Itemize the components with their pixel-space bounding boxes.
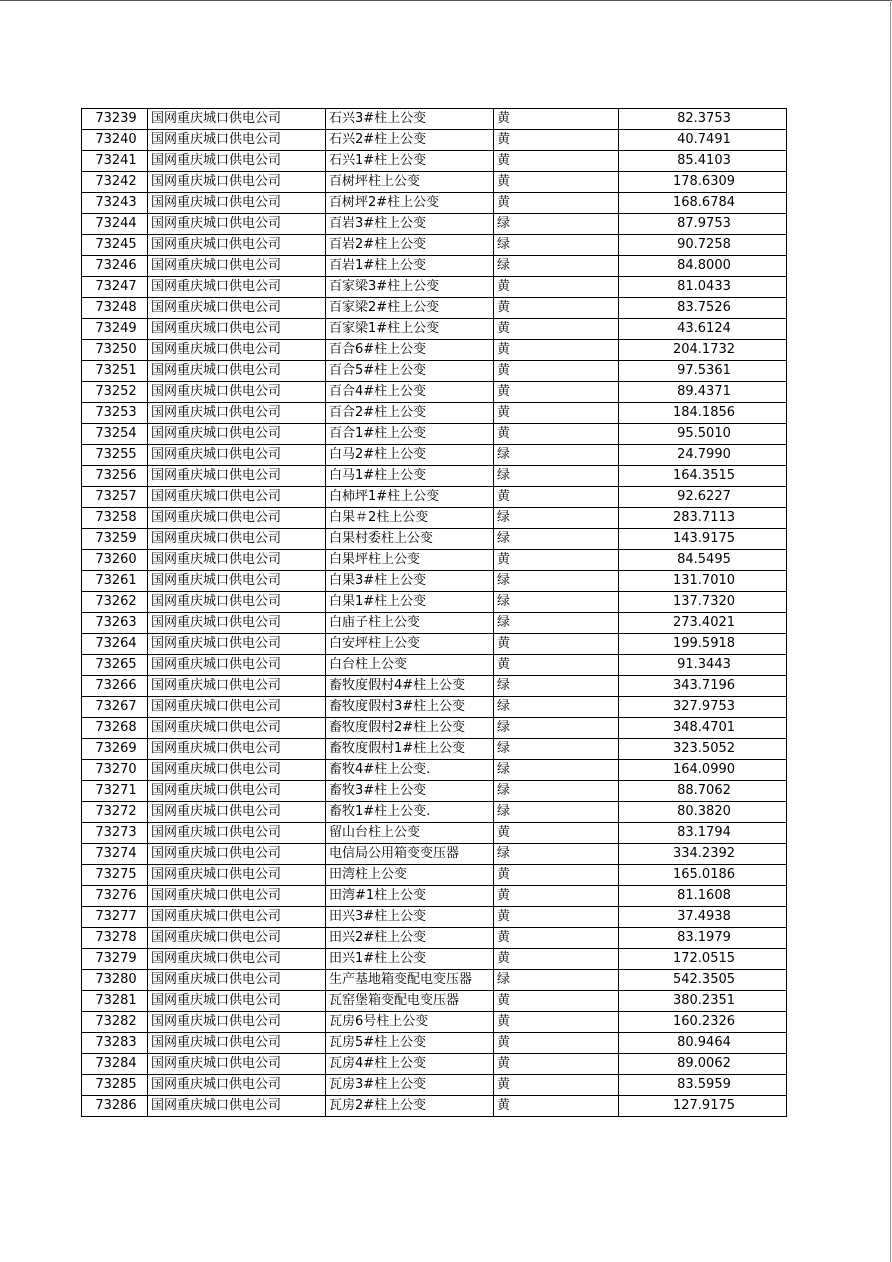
company-cell: 国网重庆城口供电公司	[148, 193, 326, 214]
transformer-name-cell: 畜牧3#柱上公变	[326, 781, 494, 802]
status-color-cell: 绿	[494, 970, 619, 991]
table-row	[82, 655, 787, 676]
transformer-name-cell: 电信局公用箱变变压器	[326, 844, 494, 865]
value-cell: 95.5010	[619, 424, 787, 445]
value-cell: 87.9753	[619, 214, 787, 235]
table-row	[82, 319, 787, 340]
company-cell: 国网重庆城口供电公司	[148, 361, 326, 382]
status-color-cell: 绿	[494, 781, 619, 802]
transformer-name-cell: 田湾柱上公变	[326, 865, 494, 886]
table-row	[82, 487, 787, 508]
company-cell: 国网重庆城口供电公司	[148, 550, 326, 571]
status-color-cell: 绿	[494, 235, 619, 256]
status-color-cell: 黄	[494, 109, 619, 130]
status-color-cell: 绿	[494, 760, 619, 781]
table-row	[82, 403, 787, 424]
transformer-name-cell: 田兴1#柱上公变	[326, 949, 494, 970]
status-color-cell: 绿	[494, 466, 619, 487]
value-cell: 204.1732	[619, 340, 787, 361]
table-row	[82, 214, 787, 235]
table-row	[82, 760, 787, 781]
company-cell: 国网重庆城口供电公司	[148, 172, 326, 193]
transformer-name-cell: 生产基地箱变配电变压器	[326, 970, 494, 991]
table-row	[82, 550, 787, 571]
status-color-cell: 黄	[494, 319, 619, 340]
status-color-cell: 黄	[494, 949, 619, 970]
value-cell: 343.7196	[619, 676, 787, 697]
company-cell: 国网重庆城口供电公司	[148, 151, 326, 172]
table-row	[82, 424, 787, 445]
status-color-cell: 黄	[494, 361, 619, 382]
status-color-cell: 绿	[494, 802, 619, 823]
row-id-cell: 73275	[82, 865, 148, 886]
transformer-name-cell: 白果1#柱上公变	[326, 592, 494, 613]
table-row	[82, 676, 787, 697]
table-row	[82, 508, 787, 529]
row-id-cell: 73248	[82, 298, 148, 319]
table-row	[82, 361, 787, 382]
value-cell: 85.4103	[619, 151, 787, 172]
table-row	[82, 151, 787, 172]
company-cell: 国网重庆城口供电公司	[148, 1033, 326, 1054]
company-cell: 国网重庆城口供电公司	[148, 508, 326, 529]
company-cell: 国网重庆城口供电公司	[148, 277, 326, 298]
status-color-cell: 绿	[494, 508, 619, 529]
company-cell: 国网重庆城口供电公司	[148, 1012, 326, 1033]
transformer-name-cell: 百合4#柱上公变	[326, 382, 494, 403]
transformer-name-cell: 百合5#柱上公变	[326, 361, 494, 382]
company-cell: 国网重庆城口供电公司	[148, 949, 326, 970]
status-color-cell: 黄	[494, 634, 619, 655]
status-color-cell: 绿	[494, 445, 619, 466]
status-color-cell: 黄	[494, 1075, 619, 1096]
row-id-cell: 73272	[82, 802, 148, 823]
company-cell: 国网重庆城口供电公司	[148, 340, 326, 361]
status-color-cell: 黄	[494, 928, 619, 949]
company-cell: 国网重庆城口供电公司	[148, 1054, 326, 1075]
status-color-cell: 黄	[494, 907, 619, 928]
table-row	[82, 718, 787, 739]
transformer-name-cell: 畜牧度假村4#柱上公变	[326, 676, 494, 697]
row-id-cell: 73274	[82, 844, 148, 865]
table-row	[82, 613, 787, 634]
company-cell: 国网重庆城口供电公司	[148, 571, 326, 592]
table-row	[82, 340, 787, 361]
value-cell: 81.1608	[619, 886, 787, 907]
transformer-name-cell: 瓦房3#柱上公变	[326, 1075, 494, 1096]
transformer-name-cell: 百岩3#柱上公变	[326, 214, 494, 235]
row-id-cell: 73268	[82, 718, 148, 739]
row-id-cell: 73273	[82, 823, 148, 844]
status-color-cell: 黄	[494, 403, 619, 424]
table-body	[82, 109, 787, 1117]
row-id-cell: 73286	[82, 1096, 148, 1117]
status-color-cell: 黄	[494, 991, 619, 1012]
row-id-cell: 73258	[82, 508, 148, 529]
row-id-cell: 73255	[82, 445, 148, 466]
table-row	[82, 1012, 787, 1033]
status-color-cell: 黄	[494, 424, 619, 445]
status-color-cell: 黄	[494, 298, 619, 319]
value-cell: 90.7258	[619, 235, 787, 256]
transformer-name-cell: 石兴1#柱上公变	[326, 151, 494, 172]
status-color-cell: 黄	[494, 655, 619, 676]
table-row	[82, 907, 787, 928]
value-cell: 24.7990	[619, 445, 787, 466]
status-color-cell: 黄	[494, 823, 619, 844]
row-id-cell: 73265	[82, 655, 148, 676]
row-id-cell: 73242	[82, 172, 148, 193]
row-id-cell: 73245	[82, 235, 148, 256]
value-cell: 83.1979	[619, 928, 787, 949]
row-id-cell: 73249	[82, 319, 148, 340]
value-cell: 168.6784	[619, 193, 787, 214]
table-row	[82, 1075, 787, 1096]
transformer-name-cell: 白果＃2柱上公变	[326, 508, 494, 529]
transformer-name-cell: 瓦房6号柱上公变	[326, 1012, 494, 1033]
transformer-name-cell: 畜牧度假村2#柱上公变	[326, 718, 494, 739]
table-row	[82, 949, 787, 970]
value-cell: 43.6124	[619, 319, 787, 340]
row-id-cell: 73270	[82, 760, 148, 781]
value-cell: 348.4701	[619, 718, 787, 739]
table-row	[82, 193, 787, 214]
transformer-name-cell: 瓦房5#柱上公变	[326, 1033, 494, 1054]
value-cell: 327.9753	[619, 697, 787, 718]
transformer-name-cell: 白果村委柱上公变	[326, 529, 494, 550]
value-cell: 199.5918	[619, 634, 787, 655]
company-cell: 国网重庆城口供电公司	[148, 466, 326, 487]
table-row	[82, 991, 787, 1012]
transformer-name-cell: 百合2#柱上公变	[326, 403, 494, 424]
table-row	[82, 172, 787, 193]
transformer-name-cell: 白果3#柱上公变	[326, 571, 494, 592]
row-id-cell: 73263	[82, 613, 148, 634]
transformer-name-cell: 白柿坪1#柱上公变	[326, 487, 494, 508]
company-cell: 国网重庆城口供电公司	[148, 928, 326, 949]
status-color-cell: 绿	[494, 571, 619, 592]
value-cell: 542.3505	[619, 970, 787, 991]
transformer-name-cell: 白台柱上公变	[326, 655, 494, 676]
row-id-cell: 73246	[82, 256, 148, 277]
value-cell: 89.0062	[619, 1054, 787, 1075]
row-id-cell: 73247	[82, 277, 148, 298]
status-color-cell: 黄	[494, 277, 619, 298]
company-cell: 国网重庆城口供电公司	[148, 655, 326, 676]
table-row	[82, 697, 787, 718]
company-cell: 国网重庆城口供电公司	[148, 844, 326, 865]
value-cell: 91.3443	[619, 655, 787, 676]
value-cell: 184.1856	[619, 403, 787, 424]
value-cell: 323.5052	[619, 739, 787, 760]
status-color-cell: 绿	[494, 844, 619, 865]
transformer-name-cell: 田兴2#柱上公变	[326, 928, 494, 949]
status-color-cell: 黄	[494, 865, 619, 886]
status-color-cell: 绿	[494, 613, 619, 634]
row-id-cell: 73254	[82, 424, 148, 445]
status-color-cell: 黄	[494, 1096, 619, 1117]
value-cell: 80.3820	[619, 802, 787, 823]
status-color-cell: 绿	[494, 529, 619, 550]
row-id-cell: 73262	[82, 592, 148, 613]
status-color-cell: 绿	[494, 739, 619, 760]
value-cell: 131.7010	[619, 571, 787, 592]
status-color-cell: 绿	[494, 592, 619, 613]
value-cell: 273.4021	[619, 613, 787, 634]
value-cell: 143.9175	[619, 529, 787, 550]
status-color-cell: 黄	[494, 151, 619, 172]
company-cell: 国网重庆城口供电公司	[148, 130, 326, 151]
row-id-cell: 73285	[82, 1075, 148, 1096]
row-id-cell: 73279	[82, 949, 148, 970]
value-cell: 127.9175	[619, 1096, 787, 1117]
table-row	[82, 970, 787, 991]
transformer-name-cell: 田湾#1柱上公变	[326, 886, 494, 907]
transformer-name-cell: 百岩2#柱上公变	[326, 235, 494, 256]
transformer-name-cell: 百家梁3#柱上公变	[326, 277, 494, 298]
table-row	[82, 130, 787, 151]
table-row	[82, 739, 787, 760]
value-cell: 164.0990	[619, 760, 787, 781]
table-row	[82, 844, 787, 865]
row-id-cell: 73259	[82, 529, 148, 550]
value-cell: 88.7062	[619, 781, 787, 802]
status-color-cell: 绿	[494, 256, 619, 277]
row-id-cell: 73271	[82, 781, 148, 802]
transformer-name-cell: 畜牧度假村1#柱上公变	[326, 739, 494, 760]
table-row	[82, 928, 787, 949]
transformer-name-cell: 瓦房4#柱上公变	[326, 1054, 494, 1075]
value-cell: 83.7526	[619, 298, 787, 319]
transformer-name-cell: 百树坪柱上公变	[326, 172, 494, 193]
status-color-cell: 黄	[494, 1033, 619, 1054]
transformer-name-cell: 畜牧度假村3#柱上公变	[326, 697, 494, 718]
company-cell: 国网重庆城口供电公司	[148, 592, 326, 613]
company-cell: 国网重庆城口供电公司	[148, 865, 326, 886]
status-color-cell: 黄	[494, 172, 619, 193]
value-cell: 83.1794	[619, 823, 787, 844]
transformer-name-cell: 白庙子柱上公变	[326, 613, 494, 634]
row-id-cell: 73282	[82, 1012, 148, 1033]
company-cell: 国网重庆城口供电公司	[148, 403, 326, 424]
row-id-cell: 73281	[82, 991, 148, 1012]
table-row	[82, 382, 787, 403]
company-cell: 国网重庆城口供电公司	[148, 739, 326, 760]
status-color-cell: 黄	[494, 487, 619, 508]
value-cell: 164.3515	[619, 466, 787, 487]
transformer-name-cell: 瓦房2#柱上公变	[326, 1096, 494, 1117]
page-top-rule	[0, 0, 892, 1]
table-row	[82, 1054, 787, 1075]
status-color-cell: 绿	[494, 676, 619, 697]
row-id-cell: 73240	[82, 130, 148, 151]
company-cell: 国网重庆城口供电公司	[148, 529, 326, 550]
value-cell: 97.5361	[619, 361, 787, 382]
company-cell: 国网重庆城口供电公司	[148, 256, 326, 277]
row-id-cell: 73252	[82, 382, 148, 403]
transformer-name-cell: 白果坪柱上公变	[326, 550, 494, 571]
row-id-cell: 73277	[82, 907, 148, 928]
company-cell: 国网重庆城口供电公司	[148, 991, 326, 1012]
value-cell: 84.5495	[619, 550, 787, 571]
table-row	[82, 277, 787, 298]
row-id-cell: 73260	[82, 550, 148, 571]
status-color-cell: 黄	[494, 382, 619, 403]
status-color-cell: 黄	[494, 193, 619, 214]
company-cell: 国网重庆城口供电公司	[148, 382, 326, 403]
table-row	[82, 634, 787, 655]
value-cell: 283.7113	[619, 508, 787, 529]
row-id-cell: 73269	[82, 739, 148, 760]
table-row	[82, 256, 787, 277]
transformer-name-cell: 畜牧1#柱上公变.	[326, 802, 494, 823]
row-id-cell: 73280	[82, 970, 148, 991]
value-cell: 83.5959	[619, 1075, 787, 1096]
status-color-cell: 绿	[494, 697, 619, 718]
transformer-name-cell: 百合6#柱上公变	[326, 340, 494, 361]
page-right-rule	[890, 0, 891, 1262]
table-row	[82, 466, 787, 487]
transformer-name-cell: 百家梁1#柱上公变	[326, 319, 494, 340]
table-row	[82, 781, 787, 802]
value-cell: 89.4371	[619, 382, 787, 403]
company-cell: 国网重庆城口供电公司	[148, 697, 326, 718]
value-cell: 137.7320	[619, 592, 787, 613]
data-table	[81, 108, 787, 1117]
row-id-cell: 73250	[82, 340, 148, 361]
row-id-cell: 73261	[82, 571, 148, 592]
value-cell: 165.0186	[619, 865, 787, 886]
table-row	[82, 865, 787, 886]
company-cell: 国网重庆城口供电公司	[148, 214, 326, 235]
value-cell: 178.6309	[619, 172, 787, 193]
status-color-cell: 黄	[494, 886, 619, 907]
value-cell: 81.0433	[619, 277, 787, 298]
value-cell: 82.3753	[619, 109, 787, 130]
row-id-cell: 73264	[82, 634, 148, 655]
status-color-cell: 黄	[494, 340, 619, 361]
transformer-name-cell: 石兴2#柱上公变	[326, 130, 494, 151]
transformer-name-cell: 百树坪2#柱上公变	[326, 193, 494, 214]
table-row	[82, 235, 787, 256]
value-cell: 334.2392	[619, 844, 787, 865]
status-color-cell: 黄	[494, 550, 619, 571]
row-id-cell: 73267	[82, 697, 148, 718]
company-cell: 国网重庆城口供电公司	[148, 907, 326, 928]
value-cell: 37.4938	[619, 907, 787, 928]
row-id-cell: 73241	[82, 151, 148, 172]
value-cell: 92.6227	[619, 487, 787, 508]
company-cell: 国网重庆城口供电公司	[148, 1096, 326, 1117]
company-cell: 国网重庆城口供电公司	[148, 886, 326, 907]
transformer-name-cell: 瓦窑堡箱变配电变压器	[326, 991, 494, 1012]
company-cell: 国网重庆城口供电公司	[148, 970, 326, 991]
row-id-cell: 73243	[82, 193, 148, 214]
row-id-cell: 73283	[82, 1033, 148, 1054]
status-color-cell: 黄	[494, 1012, 619, 1033]
table-row	[82, 592, 787, 613]
table-row	[82, 1096, 787, 1117]
row-id-cell: 73251	[82, 361, 148, 382]
row-id-cell: 73239	[82, 109, 148, 130]
value-cell: 40.7491	[619, 130, 787, 151]
transformer-name-cell: 百家梁2#柱上公变	[326, 298, 494, 319]
transformer-name-cell: 白马2#柱上公变	[326, 445, 494, 466]
transformer-name-cell: 田兴3#柱上公变	[326, 907, 494, 928]
company-cell: 国网重庆城口供电公司	[148, 676, 326, 697]
row-id-cell: 73284	[82, 1054, 148, 1075]
transformer-name-cell: 百岩1#柱上公变	[326, 256, 494, 277]
transformer-name-cell: 畜牧4#柱上公变.	[326, 760, 494, 781]
row-id-cell: 73253	[82, 403, 148, 424]
company-cell: 国网重庆城口供电公司	[148, 781, 326, 802]
company-cell: 国网重庆城口供电公司	[148, 298, 326, 319]
row-id-cell: 73276	[82, 886, 148, 907]
transformer-name-cell: 百合1#柱上公变	[326, 424, 494, 445]
table-row	[82, 298, 787, 319]
status-color-cell: 绿	[494, 214, 619, 235]
transformer-name-cell: 白马1#柱上公变	[326, 466, 494, 487]
table-row	[82, 571, 787, 592]
transformer-name-cell: 石兴3#柱上公变	[326, 109, 494, 130]
row-id-cell: 73257	[82, 487, 148, 508]
company-cell: 国网重庆城口供电公司	[148, 424, 326, 445]
status-color-cell: 黄	[494, 1054, 619, 1075]
value-cell: 80.9464	[619, 1033, 787, 1054]
status-color-cell: 绿	[494, 718, 619, 739]
company-cell: 国网重庆城口供电公司	[148, 634, 326, 655]
company-cell: 国网重庆城口供电公司	[148, 802, 326, 823]
status-color-cell: 黄	[494, 130, 619, 151]
company-cell: 国网重庆城口供电公司	[148, 319, 326, 340]
company-cell: 国网重庆城口供电公司	[148, 445, 326, 466]
transformer-name-cell: 留山台柱上公变	[326, 823, 494, 844]
value-cell: 160.2326	[619, 1012, 787, 1033]
value-cell: 380.2351	[619, 991, 787, 1012]
company-cell: 国网重庆城口供电公司	[148, 109, 326, 130]
row-id-cell: 73244	[82, 214, 148, 235]
row-id-cell: 73278	[82, 928, 148, 949]
company-cell: 国网重庆城口供电公司	[148, 1075, 326, 1096]
table-row	[82, 886, 787, 907]
company-cell: 国网重庆城口供电公司	[148, 823, 326, 844]
company-cell: 国网重庆城口供电公司	[148, 760, 326, 781]
company-cell: 国网重庆城口供电公司	[148, 718, 326, 739]
transformer-name-cell: 白安坪柱上公变	[326, 634, 494, 655]
company-cell: 国网重庆城口供电公司	[148, 235, 326, 256]
table-row	[82, 109, 787, 130]
company-cell: 国网重庆城口供电公司	[148, 487, 326, 508]
row-id-cell: 73256	[82, 466, 148, 487]
table-row	[82, 802, 787, 823]
table-row	[82, 1033, 787, 1054]
table-row	[82, 823, 787, 844]
table-row	[82, 529, 787, 550]
table-row	[82, 445, 787, 466]
row-id-cell: 73266	[82, 676, 148, 697]
value-cell: 172.0515	[619, 949, 787, 970]
company-cell: 国网重庆城口供电公司	[148, 613, 326, 634]
value-cell: 84.8000	[619, 256, 787, 277]
